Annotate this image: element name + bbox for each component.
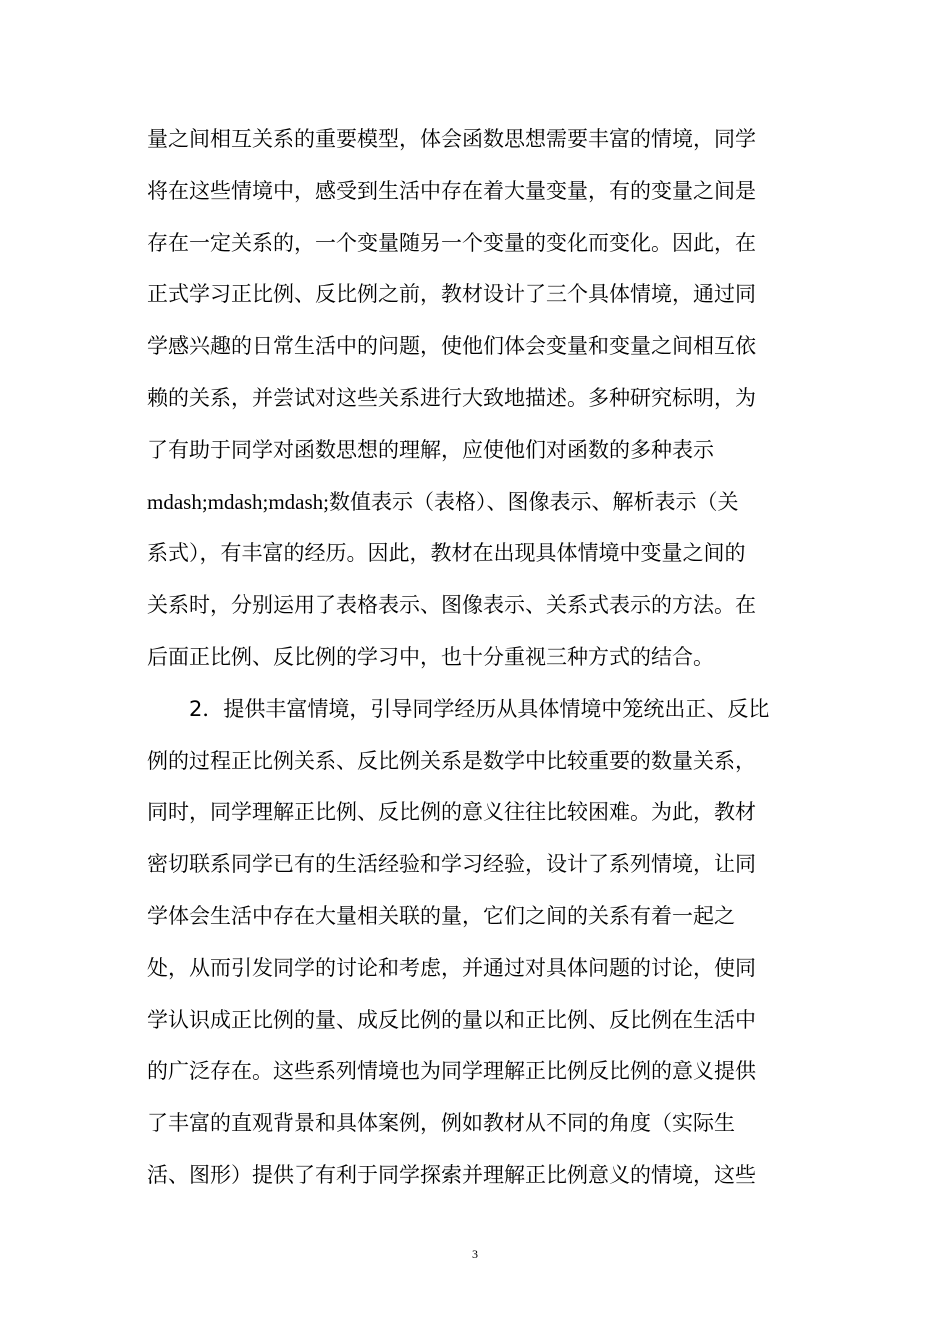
body-text [147,114,827,1202]
text-line: 了有助于同学对函数思想的理解，应使他们对函数的多种表示 [147,437,714,462]
text-line: 同时，同学理解正比例、反比例的意义往往比较困难。为此，教材 [147,800,756,825]
text-line: 量之间相互关系的重要模型，体会函数思想需要丰富的情境，同学 [147,127,756,151]
text-line: 处，从而引发同学的讨论和考虑，并通过对具体问题的讨论，使同 [147,955,756,980]
text-line: 了丰富的直观背景和具体案例，例如教材从不同的角度（实际生 [147,1111,735,1136]
text-line: 赖的关系，并尝试对这些关系进行大致地描述。多种研究标明，为 [147,385,756,410]
text-line: 密切联系同学已有的生活经验和学习经验，设计了系列情境，让同 [147,852,756,877]
text-line: 活、图形）提供了有利于同学探索并理解正比例意义的情境，这些 [147,1162,756,1187]
text-line: mdash;mdash;mdash;数值表示（表格）、图像表示、解析表示（关 [147,489,739,514]
text-line: 后面正比例、反比例的学习中，也十分重视三种方式的结合。 [147,644,714,669]
text-line: 学体会生活中存在大量相关联的量，它们之间的关系有着一起之 [147,903,735,928]
text-line: 学认识成正比例的量、成反比例的量以和正比例、反比例在生活中 [147,1007,756,1032]
text-line: 关系时，分别运用了表格表示、图像表示、关系式表示的方法。在 [147,593,756,618]
text-line: 系式），有丰富的经历。因此，教材在出现具体情境中变量之间的 [147,541,746,566]
text-line: 学感兴趣的日常生活中的问题，使他们体会变量和变量之间相互依 [147,334,756,359]
section-heading-line: 2．提供丰富情境，引导同学经历从具体情境中笼统出正、反比 [189,696,770,721]
text-line: 例的过程正比例关系、反比例关系是数学中比较重要的数量关系， [147,748,756,773]
text-line: 正式学习正比例、反比例之前，教材设计了三个具体情境，通过同 [147,282,756,307]
text-line: 将在这些情境中，感受到生活中存在着大量变量，有的变量之间是 [147,178,756,203]
text-line: 存在一定关系的，一个变量随另一个变量的变化而变化。因此，在 [147,230,756,255]
page-number: 3 [472,1247,478,1261]
text-line: 的广泛存在。这些系列情境也为同学理解正比例反比例的意义提供 [147,1059,756,1084]
